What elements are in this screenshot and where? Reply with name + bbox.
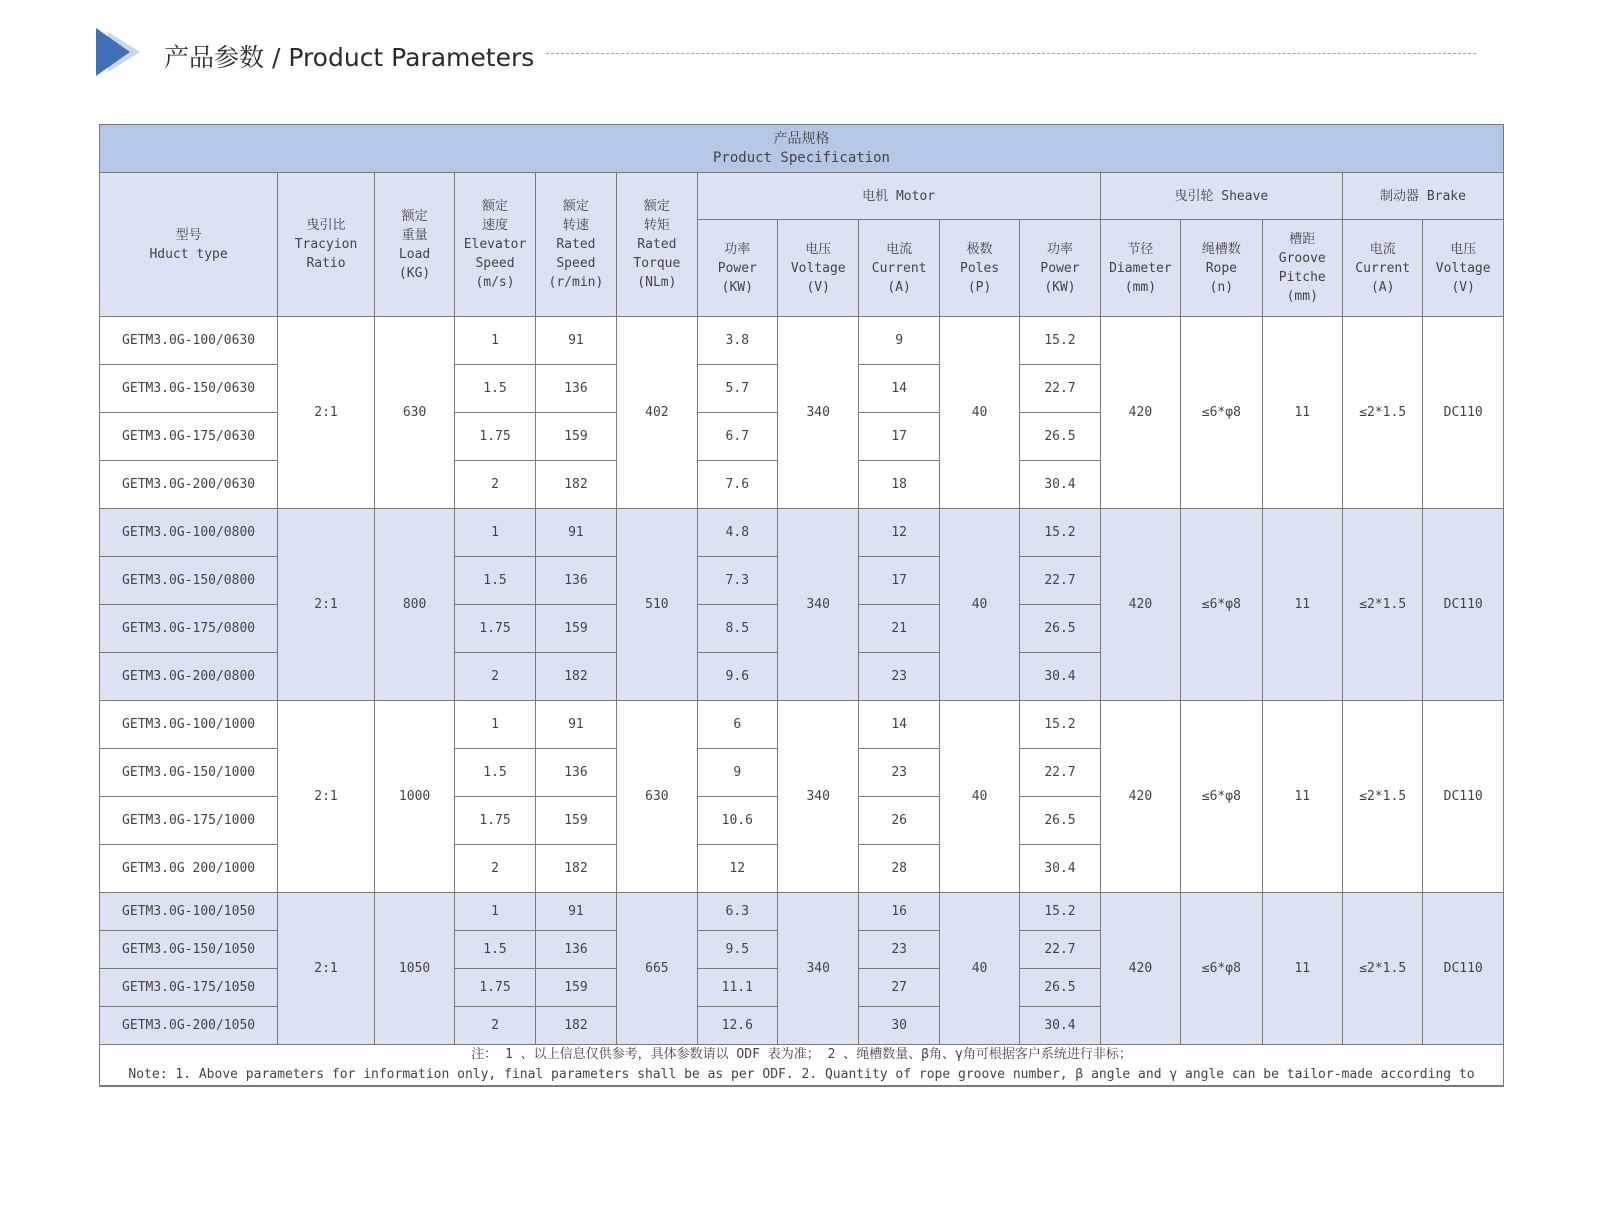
speed-cell: 2 [455,1007,535,1045]
col-header-m_current: 电流 Current (A) [859,220,939,317]
note-cn: 注： 1 、以上信息仅供参考，具体参数请以 ODF 表为准； 2 、绳槽数量、β角、γ角可根据客户系统进行非标； [471,1047,1132,1062]
speed-cell: 2 [455,845,535,893]
ratio-cell: 2:1 [278,893,375,1045]
table-title: 产品规格 Product Specification [100,125,1504,173]
model-cell: GETM3.0G-100/1050 [100,893,278,931]
rpm-cell: 136 [535,557,616,605]
rpm-cell: 136 [535,365,616,413]
motor-poles-cell: 40 [939,317,1019,509]
motor-current-cell: 23 [859,653,939,701]
power2-cell: 30.4 [1020,461,1100,509]
load-cell: 800 [374,509,454,701]
sheave-groove-cell: 11 [1262,893,1342,1045]
ratio-cell: 2:1 [278,509,375,701]
ratio-cell: 2:1 [278,317,375,509]
power2-cell: 15.2 [1020,317,1100,365]
col-header-m_poles: 极数 Poles (P) [939,220,1019,317]
model-cell: GETM3.0G-100/0800 [100,509,278,557]
brake-voltage-cell: DC110 [1423,701,1504,893]
sheave-diameter-cell: 420 [1100,701,1180,893]
motor-voltage-cell: 340 [778,317,859,509]
motor-power-cell: 9.6 [697,653,777,701]
motor-current-cell: 23 [859,749,939,797]
motor-current-cell: 23 [859,931,939,969]
sheave-groove-cell: 11 [1262,509,1342,701]
torque-cell: 665 [617,893,697,1045]
model-cell: GETM3.0G-150/0630 [100,365,278,413]
model-cell: GETM3.0G-175/0630 [100,413,278,461]
model-cell: GETM3.0G-100/0630 [100,317,278,365]
brake-voltage-cell: DC110 [1423,893,1504,1045]
speed-cell: 1 [455,317,535,365]
speed-cell: 1.75 [455,605,535,653]
rpm-cell: 136 [535,931,616,969]
rpm-cell: 159 [535,797,616,845]
rpm-cell: 91 [535,701,616,749]
speed-cell: 1.75 [455,413,535,461]
power2-cell: 22.7 [1020,557,1100,605]
motor-power-cell: 6.7 [697,413,777,461]
rpm-cell: 182 [535,845,616,893]
model-cell: GETM3.0G-200/1050 [100,1007,278,1045]
table-row [100,893,1504,931]
motor-power-cell: 6.3 [697,893,777,931]
col-header-power2: 功率 Power (KW) [1020,220,1100,317]
speed-cell: 1.5 [455,931,535,969]
power2-cell: 15.2 [1020,701,1100,749]
col-header-rpm: 额定 转速 Rated Speed (r/min) [535,173,616,317]
motor-power-cell: 11.1 [697,969,777,1007]
motor-current-cell: 16 [859,893,939,931]
power2-cell: 26.5 [1020,605,1100,653]
motor-power-cell: 8.5 [697,605,777,653]
model-cell: GETM3.0G-175/1000 [100,797,278,845]
torque-cell: 510 [617,509,697,701]
rpm-cell: 182 [535,1007,616,1045]
model-cell: GETM3.0G-200/0800 [100,653,278,701]
speed-cell: 1 [455,701,535,749]
table-row [100,317,1504,365]
model-cell: GETM3.0G 200/1000 [100,845,278,893]
power2-cell: 30.4 [1020,1007,1100,1045]
motor-power-cell: 9.5 [697,931,777,969]
motor-power-cell: 12 [697,845,777,893]
motor-power-cell: 4.8 [697,509,777,557]
power2-cell: 15.2 [1020,893,1100,931]
model-cell: GETM3.0G-150/1000 [100,749,278,797]
motor-power-cell: 7.6 [697,461,777,509]
rpm-cell: 159 [535,605,616,653]
speed-cell: 1.5 [455,365,535,413]
brake-current-cell: ≤2*1.5 [1342,893,1422,1045]
torque-cell: 402 [617,317,697,509]
motor-poles-cell: 40 [939,893,1019,1045]
rpm-cell: 91 [535,317,616,365]
col-header-load: 额定 重量 Load (KG) [374,173,454,317]
col-header-model: 型号 Hduct type [100,173,278,317]
brake-current-cell: ≤2*1.5 [1342,317,1422,509]
motor-current-cell: 21 [859,605,939,653]
model-cell: GETM3.0G-200/0630 [100,461,278,509]
group-header-sheave: 曳引轮 Sheave [1100,173,1342,220]
brake-current-cell: ≤2*1.5 [1342,509,1422,701]
power2-cell: 22.7 [1020,749,1100,797]
motor-current-cell: 26 [859,797,939,845]
brake-voltage-cell: DC110 [1423,509,1504,701]
sheave-rope-cell: ≤6*φ8 [1181,509,1262,701]
motor-power-cell: 10.6 [697,797,777,845]
header-divider [546,53,1476,54]
model-cell: GETM3.0G-150/1050 [100,931,278,969]
power2-cell: 15.2 [1020,509,1100,557]
rpm-cell: 159 [535,413,616,461]
motor-current-cell: 12 [859,509,939,557]
motor-power-cell: 12.6 [697,1007,777,1045]
speed-cell: 1.75 [455,797,535,845]
motor-poles-cell: 40 [939,701,1019,893]
col-header-torque: 额定 转矩 Rated Torque (NLm) [617,173,697,317]
col-header-ratio: 曳引比 Tracyion Ratio [278,173,375,317]
motor-current-cell: 18 [859,461,939,509]
load-cell: 1050 [374,893,454,1045]
power2-cell: 22.7 [1020,931,1100,969]
motor-power-cell: 9 [697,749,777,797]
power2-cell: 26.5 [1020,413,1100,461]
note-en: Note: 1. Above parameters for information only, final parameters shall be as per ODF. 2. Quantity of rope groove number, β angle and γ angle can be tailor-made according to [100,1065,1503,1086]
speed-cell: 1.5 [455,749,535,797]
brake-voltage-cell: DC110 [1423,317,1504,509]
rpm-cell: 182 [535,461,616,509]
motor-voltage-cell: 340 [778,701,859,893]
motor-voltage-cell: 340 [778,509,859,701]
torque-cell: 630 [617,701,697,893]
motor-current-cell: 17 [859,413,939,461]
sheave-rope-cell: ≤6*φ8 [1181,317,1262,509]
col-header-m_power: 功率 Power (KW) [697,220,777,317]
page-title: 产品参数 / Product Parameters [164,43,535,72]
power2-cell: 22.7 [1020,365,1100,413]
motor-current-cell: 30 [859,1007,939,1045]
table-row [100,701,1504,749]
motor-current-cell: 14 [859,365,939,413]
section-header [96,26,1476,82]
model-cell: GETM3.0G-175/0800 [100,605,278,653]
motor-current-cell: 14 [859,701,939,749]
motor-power-cell: 7.3 [697,557,777,605]
col-header-groove: 槽距 Groove Pitche (mm) [1262,220,1342,317]
table-note [100,1045,1504,1087]
speed-cell: 1.5 [455,557,535,605]
power2-cell: 30.4 [1020,845,1100,893]
motor-power-cell: 3.8 [697,317,777,365]
model-cell: GETM3.0G-100/1000 [100,701,278,749]
speed-cell: 1.75 [455,969,535,1007]
motor-power-cell: 6 [697,701,777,749]
col-header-m_voltage: 电压 Voltage (V) [778,220,859,317]
motor-power-cell: 5.7 [697,365,777,413]
speed-cell: 2 [455,653,535,701]
speed-cell: 2 [455,461,535,509]
model-cell: GETM3.0G-175/1050 [100,969,278,1007]
ratio-cell: 2:1 [278,701,375,893]
group-header-motor: 电机 Motor [697,173,1100,220]
sheave-groove-cell: 11 [1262,317,1342,509]
model-cell: GETM3.0G-150/0800 [100,557,278,605]
power2-cell: 30.4 [1020,653,1100,701]
product-spec-table [99,124,1504,1087]
col-header-b_voltage: 电压 Voltage (V) [1423,220,1504,317]
motor-voltage-cell: 340 [778,893,859,1045]
col-header-b_current: 电流 Current (A) [1342,220,1422,317]
brake-current-cell: ≤2*1.5 [1342,701,1422,893]
sheave-diameter-cell: 420 [1100,893,1180,1045]
group-header-brake: 制动器 Brake [1342,173,1503,220]
motor-current-cell: 17 [859,557,939,605]
sheave-diameter-cell: 420 [1100,317,1180,509]
speed-cell: 1 [455,509,535,557]
rpm-cell: 136 [535,749,616,797]
sheave-rope-cell: ≤6*φ8 [1181,893,1262,1045]
speed-cell: 1 [455,893,535,931]
rpm-cell: 182 [535,653,616,701]
motor-poles-cell: 40 [939,509,1019,701]
sheave-rope-cell: ≤6*φ8 [1181,701,1262,893]
col-header-speed: 额定 速度 Elevator Speed (m/s) [455,173,535,317]
sheave-diameter-cell: 420 [1100,509,1180,701]
motor-current-cell: 9 [859,317,939,365]
load-cell: 630 [374,317,454,509]
load-cell: 1000 [374,701,454,893]
power2-cell: 26.5 [1020,797,1100,845]
motor-current-cell: 28 [859,845,939,893]
motor-current-cell: 27 [859,969,939,1007]
table-row [100,509,1504,557]
rpm-cell: 159 [535,969,616,1007]
sheave-groove-cell: 11 [1262,701,1342,893]
rpm-cell: 91 [535,893,616,931]
col-header-rope: 绳槽数 Rope (n) [1181,220,1262,317]
col-header-diameter: 节径 Diameter (mm) [1100,220,1180,317]
rpm-cell: 91 [535,509,616,557]
power2-cell: 26.5 [1020,969,1100,1007]
double-chevron-right-icon [96,26,148,78]
